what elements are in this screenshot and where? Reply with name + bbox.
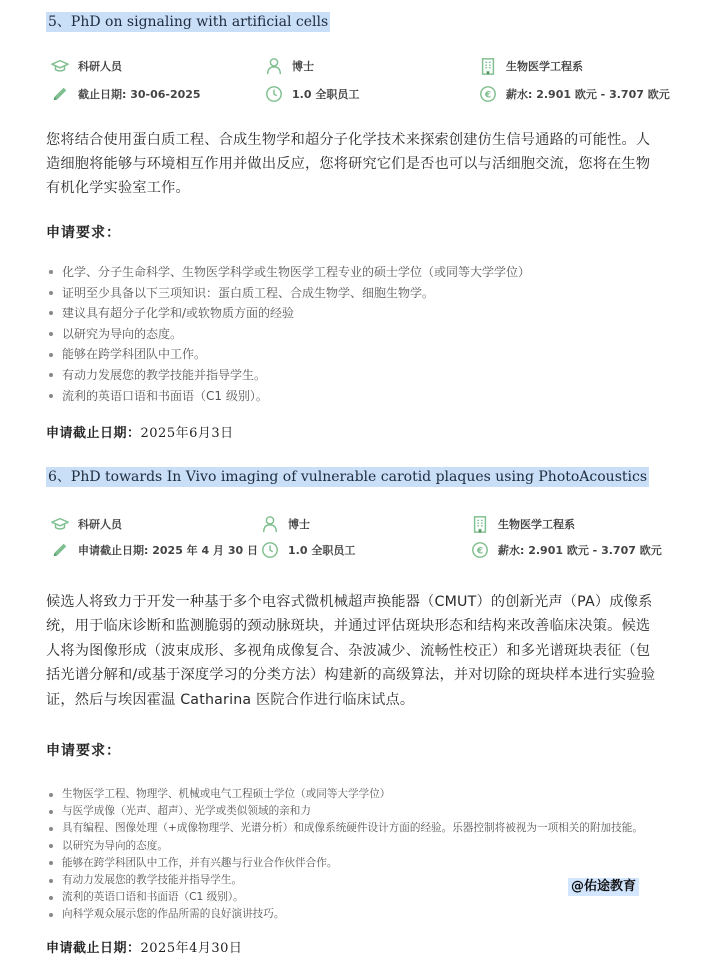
meta-department-text: 生物医学工程系 xyxy=(498,518,575,531)
position-title: 6、PhD towards In Vivo imaging of vulnerable carotid plaques using PhotoAcoustics xyxy=(48,469,648,485)
requirements-heading: 申请要求： xyxy=(46,743,121,759)
meta-role-text: 科研人员 xyxy=(78,518,122,531)
person-icon xyxy=(264,56,284,76)
list-item: 证明至少具备以下三项知识：蛋白质工程、合成生物学、细胞生物学。 xyxy=(46,283,530,304)
meta-department xyxy=(478,56,583,76)
pencil-icon xyxy=(50,84,70,104)
meta-deadline-text: 截止日期: 30-06-2025 xyxy=(78,88,201,101)
meta-fulltime xyxy=(260,540,355,560)
meta-role xyxy=(50,56,122,76)
requirements-heading: 申请要求： xyxy=(46,225,121,241)
meta-department xyxy=(470,514,575,534)
list-item: 能够在跨学科团队中工作。 xyxy=(46,344,530,365)
watermark: @佑途教育 xyxy=(568,878,639,896)
list-item: 以研究为导向的态度。 xyxy=(46,324,530,345)
position-meta xyxy=(46,56,686,106)
meta-deadline xyxy=(50,84,201,104)
graduation-cap-icon xyxy=(50,56,70,76)
list-item: 有动力发展您的教学技能并指导学生。 xyxy=(46,872,643,889)
svg-text:€: € xyxy=(476,546,484,557)
position-description: 候选人将致力于开发一种基于多个电容式微机械超声换能器（CMUT）的创新光声（PA）成像系统，用于临床诊断和监测脆弱的颈动脉斑块，并通过评估斑块形态和结构来改善临床决策。候选人将为图像形成（波束成形、多视角成像复合、杂波减少、流畅性校正）和多光谱斑块表征（包括光谱分解和/或基于深度学习的分类方法）构建新的高级算法，并对切除的斑块样本进行实验验证，然后与埃因霍温 Catharina 医院合作进行临床试点。 xyxy=(46,594,656,708)
deadline-label: 申请截止日期： xyxy=(46,426,141,441)
meta-role xyxy=(50,514,122,534)
meta-salary-text: 薪水: 2.901 欧元 - 3.707 欧元 xyxy=(506,88,670,101)
graduation-cap-icon xyxy=(50,514,70,534)
meta-deadline xyxy=(50,540,258,560)
deadline-label: 申请截止日期： xyxy=(46,941,141,956)
euro-icon xyxy=(478,84,498,104)
person-icon xyxy=(260,514,280,534)
meta-degree-text: 博士 xyxy=(292,60,314,73)
list-item: 具有编程、图像处理（+成像物理学、光谱分析）和成像系统硬件设计方面的经验。乐器控制将被视为一项相关的附加技能。 xyxy=(46,820,643,837)
meta-salary-text: 薪水: 2.901 欧元 - 3.707 欧元 xyxy=(498,544,662,557)
building-icon xyxy=(478,56,498,76)
application-deadline xyxy=(46,422,234,441)
requirements-list xyxy=(46,262,530,406)
meta-degree-text: 博士 xyxy=(288,518,310,531)
meta-fulltime xyxy=(264,84,359,104)
position-description: 您将结合使用蛋白质工程、合成生物学和超分子化学技术来探索创建仿生信号通路的可能性。人造细胞将能够与环境相互作用并做出反应，您将研究它们是否也可以与活细胞交流，您将在生物有机化学实验室工作。 xyxy=(46,132,651,196)
meta-degree xyxy=(260,514,310,534)
deadline-value: 2025年4月30日 xyxy=(140,941,243,956)
euro-icon xyxy=(470,540,490,560)
list-item: 与医学成像（光声、超声）、光学或类似领域的亲和力 xyxy=(46,803,643,820)
meta-salary xyxy=(470,540,662,560)
pencil-icon xyxy=(50,540,70,560)
building-icon xyxy=(470,514,490,534)
list-item: 生物医学工程、物理学、机械或电气工程硕士学位（或同等大学学位） xyxy=(46,786,643,803)
deadline-value: 2025年6月3日 xyxy=(140,426,234,441)
list-item: 有动力发展您的教学技能并指导学生。 xyxy=(46,365,530,386)
position-title: 5、PhD on signaling with artificial cells xyxy=(48,14,329,30)
clock-icon xyxy=(264,84,284,104)
list-item: 向科学观众展示您的作品所需的良好演讲技巧。 xyxy=(46,906,643,923)
meta-salary xyxy=(478,84,670,104)
list-item: 建议具有超分子化学和/或软物质方面的经验 xyxy=(46,303,530,324)
list-item: 以研究为导向的态度。 xyxy=(46,838,643,855)
position-meta xyxy=(46,514,686,564)
list-item: 化学、分子生命科学、生物医学科学或生物医学工程专业的硕士学位（或同等大学学位） xyxy=(46,262,530,283)
meta-fulltime-text: 1.0 全职员工 xyxy=(288,544,356,557)
list-item: 流利的英语口语和书面语（C1 级别）。 xyxy=(46,889,643,906)
meta-role-text: 科研人员 xyxy=(78,60,122,73)
requirements-list xyxy=(46,786,643,924)
meta-department-text: 生物医学工程系 xyxy=(506,60,583,73)
meta-degree xyxy=(264,56,314,76)
clock-icon xyxy=(260,540,280,560)
svg-text:€: € xyxy=(484,90,492,101)
meta-fulltime-text: 1.0 全职员工 xyxy=(292,88,360,101)
list-item: 能够在跨学科团队中工作，并有兴趣与行业合作伙伴合作。 xyxy=(46,855,643,872)
list-item: 流利的英语口语和书面语（C1 级别）。 xyxy=(46,386,530,407)
application-deadline xyxy=(46,937,242,956)
meta-deadline-text: 申请截止日期: 2025 年 4 月 30 日 xyxy=(78,544,258,557)
